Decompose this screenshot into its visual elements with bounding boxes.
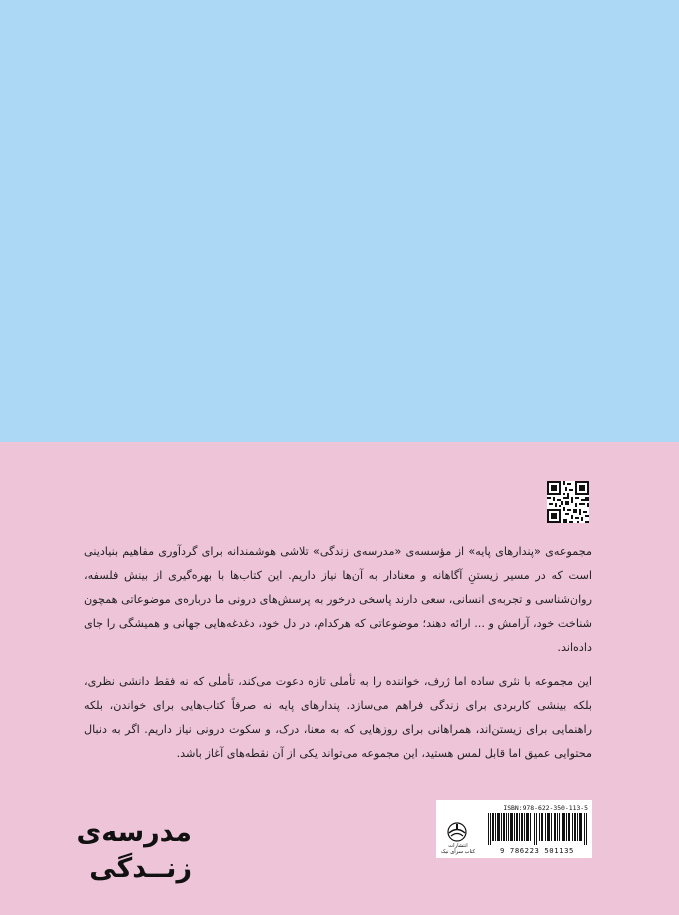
barcode-number: 9 786223 501135 xyxy=(500,846,574,855)
publisher-label: انتشارات xyxy=(448,843,468,849)
barcode-icon xyxy=(488,813,588,845)
blurb-paragraph-2: این مجموعه با نثری ساده اما ژرف، خواننده را به تأملی تازه دعوت می‌کند، تأملی که نه فقط دانشی نظری، بلکه بینشی کاربردی برای زندگی فراهم می‌سازد. پندارهای پایه نه صرفاً کتاب‌هایی برای خواندن، بلکه راهنمایی برای زیستن‌اند، همراهانی برای روزهایی که به معنا، درک، و سکوت درونی نیاز داریم. اگر به دنبال محتوایی عمیق اما قابل لمس هستید، این مجموعه می‌تواند یکی از آن نقطه‌های آغاز باشد. xyxy=(84,675,592,760)
back-cover-blurb xyxy=(84,540,592,766)
series-logo-line-1: مدرسه‌ی xyxy=(76,817,192,848)
qr-code-icon xyxy=(547,481,589,523)
blurb-paragraph-1: مجموعه‌ی «پندارهای پایه» از مؤسسه‌ی «مدرسه‌ی زندگی» تلاشی هوشمندانه برای گردآوری مفاهیم بنیادینی است که در مسیر زیستنِ آگاهانه و معنادار به آن‌ها نیاز داریم. این کتاب‌ها با بهره‌گیری از بینش فلسفه، روان‌شناسی و تجربه‌ی انسانی، سعی دارند پاسخی درخور به پرسش‌های درونی ما درباره‌ی موضوعاتی همچون شناخت خود، آرامش و ... ارائه دهند؛ موضوعاتی که هرکدام، در دل خود، دغدغه‌هایی جهانی و همیشگی را جای داده‌اند. xyxy=(84,545,592,654)
series-logo-line-2: زنــدگی xyxy=(89,853,192,884)
cover-top-panel xyxy=(0,0,679,442)
publisher-title: کتاب سرای نیک xyxy=(440,849,476,855)
publisher-name xyxy=(436,843,480,855)
series-logo xyxy=(76,815,192,887)
isbn-label: ISBN:978-622-350-113-5 xyxy=(503,804,588,812)
